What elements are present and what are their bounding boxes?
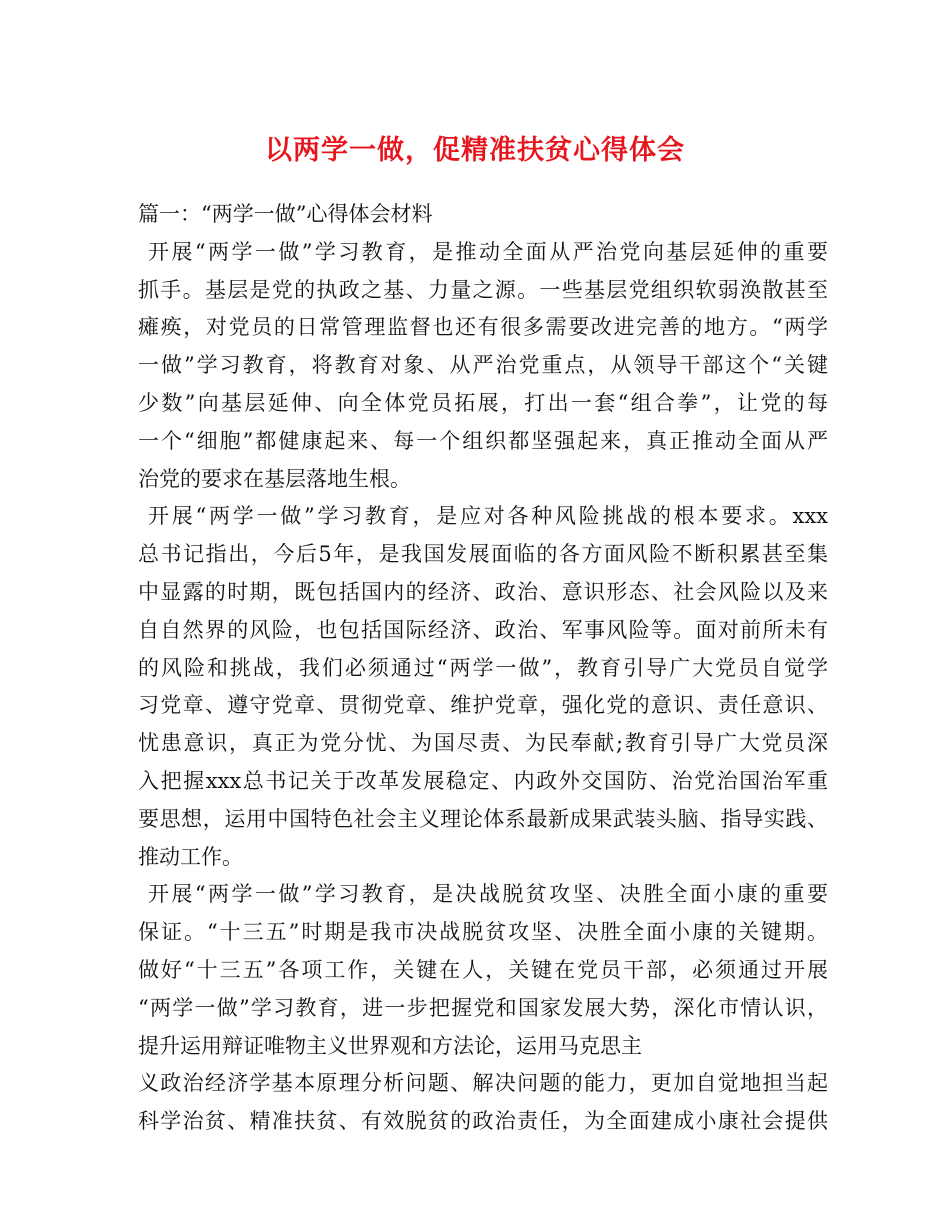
document-title: 以两学一做，促精准扶贫心得体会 (265, 135, 685, 166)
text-line: 瘫痪，对党员的日常管理监督也还有很多需要改进完善的地方。“两学 (138, 315, 828, 340)
text-line: 义政治经济学基本原理分析问题、解决问题的能力，更加自觉地担当起 (138, 1071, 828, 1096)
text-line: 开展“两学一做”学习教育，是应对各种风险挑战的根本要求。xxx (148, 504, 828, 529)
text-line: 开展“两学一做”学习教育，是推动全面从严治党向基层延伸的重要 (148, 239, 828, 264)
text-line: 推动工作。 (138, 844, 243, 869)
text-line: 科学治贫、精准扶贫、有效脱贫的政治责任，为全面建成小康社会提供 (138, 1109, 828, 1134)
text-line: 少数”向基层延伸、向全体党员拓展，打出一套“组合拳”，让党的每 (138, 390, 828, 415)
text-line: 一个“细胞”都健康起来、每一个组织都坚强起来，真正推动全面从严 (138, 428, 828, 453)
text-line: 入把握xxx总书记关于改革发展稳定、内政外交国防、治党治国治军重 (138, 768, 828, 793)
text-line: 开展“两学一做”学习教育，是决战脱贫攻坚、决胜全面小康的重要 (148, 882, 828, 907)
text-line: 总书记指出，今后5年，是我国发展面临的各方面风险不断积累甚至集 (138, 542, 828, 567)
text-line: “两学一做”学习教育，进一步把握党和国家发展大势，深化市情认识， (138, 995, 828, 1020)
text-line: 抓手。基层是党的执政之基、力量之源。一些基层党组织软弱涣散甚至 (138, 277, 828, 302)
text-line: 保证。“十三五”时期是我市决战脱贫攻坚、决胜全面小康的关键期。 (138, 920, 828, 945)
text-line: 提升运用辩证唯物主义世界观和方法论，运用马克思主 (138, 1033, 642, 1058)
section-heading: 篇一：“两学一做”心得体会材料 (138, 202, 433, 226)
text-line: 一做”学习教育，将教育对象、从严治党重点，从领导干部这个“关键 (138, 353, 828, 378)
text-line: 自自然界的风险，也包括国际经济、政治、军事风险等。面对前所未有 (138, 617, 828, 642)
text-line: 的风险和挑战，我们必须通过“两学一做”，教育引导广大党员自觉学 (138, 655, 828, 680)
text-line: 习党章、遵守党章、贯彻党章、维护党章，强化党的意识、责任意识、 (138, 693, 828, 718)
document-body (138, 196, 828, 1141)
text-line: 做好“十三五”各项工作，关键在人，关键在党员干部，必须通过开展 (138, 957, 828, 982)
text-line: 中显露的时期，既包括国内的经济、政治、意识形态、社会风险以及来 (138, 579, 828, 604)
text-line: 治党的要求在基层落地生根。 (138, 466, 411, 491)
text-line: 忧患意识，真正为党分忧、为国尽责、为民奉献;教育引导广大党员深 (138, 731, 828, 756)
text-line: 要思想，运用中国特色社会主义理论体系最新成果武装头脑、指导实践、 (138, 806, 828, 831)
